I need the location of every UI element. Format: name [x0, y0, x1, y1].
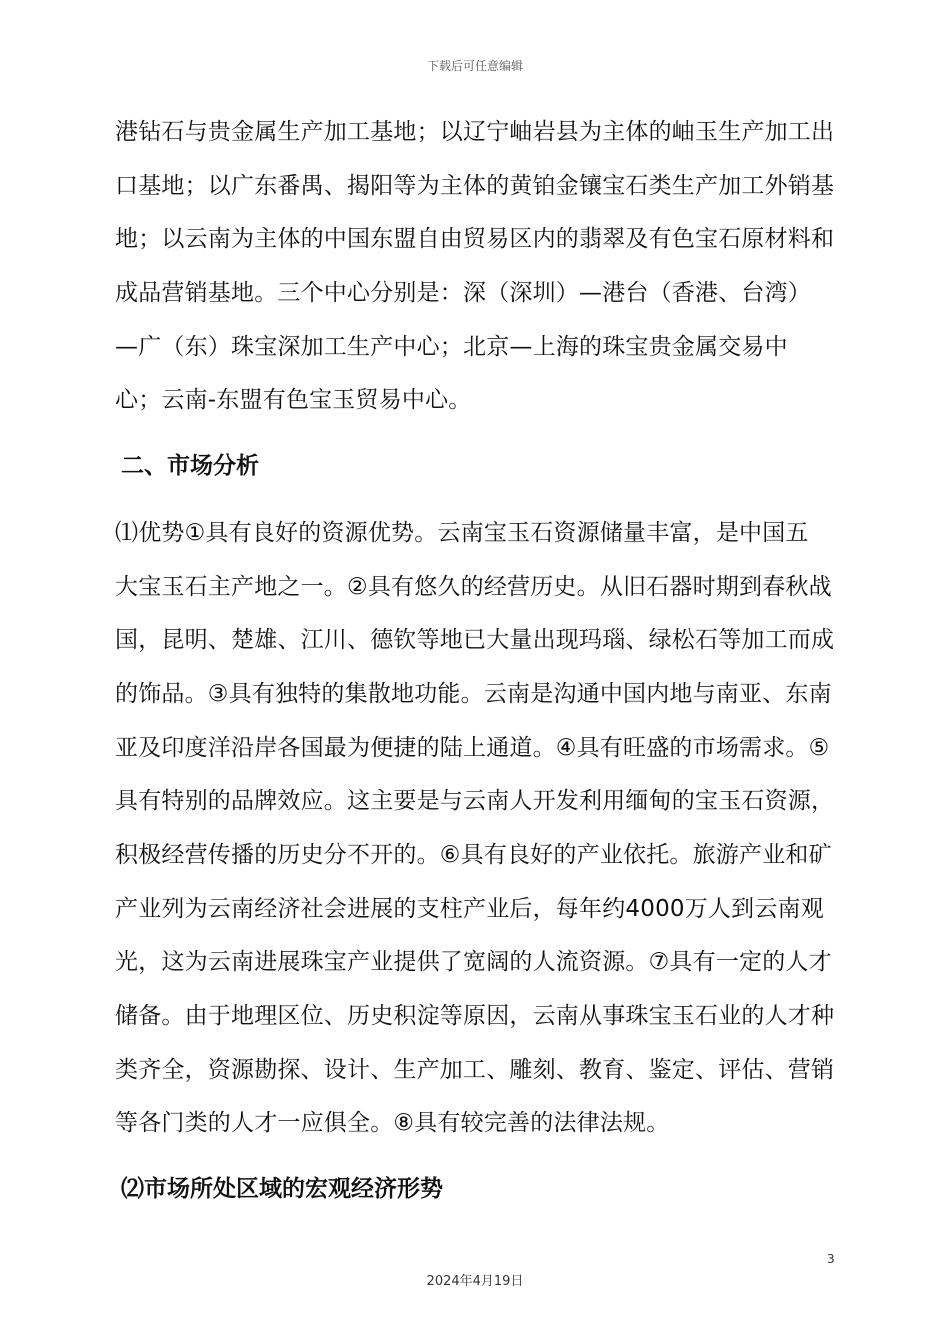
- text-line: —广（东）珠宝深加工生产中心；北京—上海的珠宝贵金属交易中: [115, 333, 788, 360]
- page-header: 下载后可任意编辑: [426, 59, 523, 73]
- text-line: 国，昆明、楚雄、江川、德钦等地已大量出现玛瑙、绿松石等加工而成: [115, 627, 835, 654]
- text-line: 心；云南-东盟有色宝玉贸易中心。: [115, 387, 472, 414]
- text-line: 港钻石与贵金属生产加工基地；以辽宁岫岩县为主体的岫玉生产加工出: [115, 119, 835, 145]
- subheading-macro-economy: ⑵市场所处区域的宏观经济形势: [121, 1176, 443, 1203]
- text-line: 地；以云南为主体的中国东盟自由贸易区内的翡翠及有色宝石原材料和: [115, 226, 835, 253]
- document-body: [115, 106, 845, 1217]
- text-line: 大宝玉石主产地之一。②具有悠久的经营历史。从旧石器时期到春秋战: [115, 573, 832, 600]
- text-line: 成品营销基地。三个中心分别是：深（深圳）—港台（香港、台湾）: [115, 280, 811, 307]
- text-line: 等各门类的人才一应俱全。⑧具有较完善的法律法规。: [115, 1110, 670, 1137]
- text-line: 具有特别的品牌效应。这主要是与云南人开发利用缅甸的宝玉石资源，: [115, 788, 835, 815]
- paragraph-advantages: [115, 507, 845, 1151]
- text-line: ⑴优势①具有良好的资源优势。云南宝玉石资源储量丰富，是中国五: [115, 519, 809, 546]
- page-footer-date: 2024年4月19日: [426, 1274, 524, 1289]
- text-line: 类齐全，资源勘探、设计、生产加工、雕刻、教育、鉴定、评估、营销: [115, 1056, 835, 1083]
- text-line: 口基地；以广东番禺、揭阳等为主体的黄铂金镶宝石类生产加工外销基: [115, 172, 835, 199]
- paragraph-production-bases: [115, 106, 845, 428]
- text-line: 产业列为云南经济社会进展的支柱产业后，每年约4000万人到云南观: [115, 895, 824, 922]
- section-heading-market-analysis: 二、市场分析: [121, 453, 259, 480]
- text-line: 的饰品。③具有独特的集散地功能。云南是沟通中国内地与南亚、东南: [115, 680, 832, 707]
- page-number: 3: [827, 1252, 835, 1266]
- text-line: 储备。由于地理区位、历史积淀等原因，云南从事珠宝玉石业的人才种: [115, 1003, 835, 1030]
- text-line: 积极经营传播的历史分不开的。⑥具有良好的产业依托。旅游产业和矿: [115, 841, 832, 868]
- text-line: 亚及印度洋沿岸各国最为便捷的陆上通道。④具有旺盛的市场需求。⑤: [115, 734, 830, 761]
- text-line: 光，这为云南进展珠宝产业提供了宽阔的人流资源。⑦具有一定的人才: [115, 949, 832, 976]
